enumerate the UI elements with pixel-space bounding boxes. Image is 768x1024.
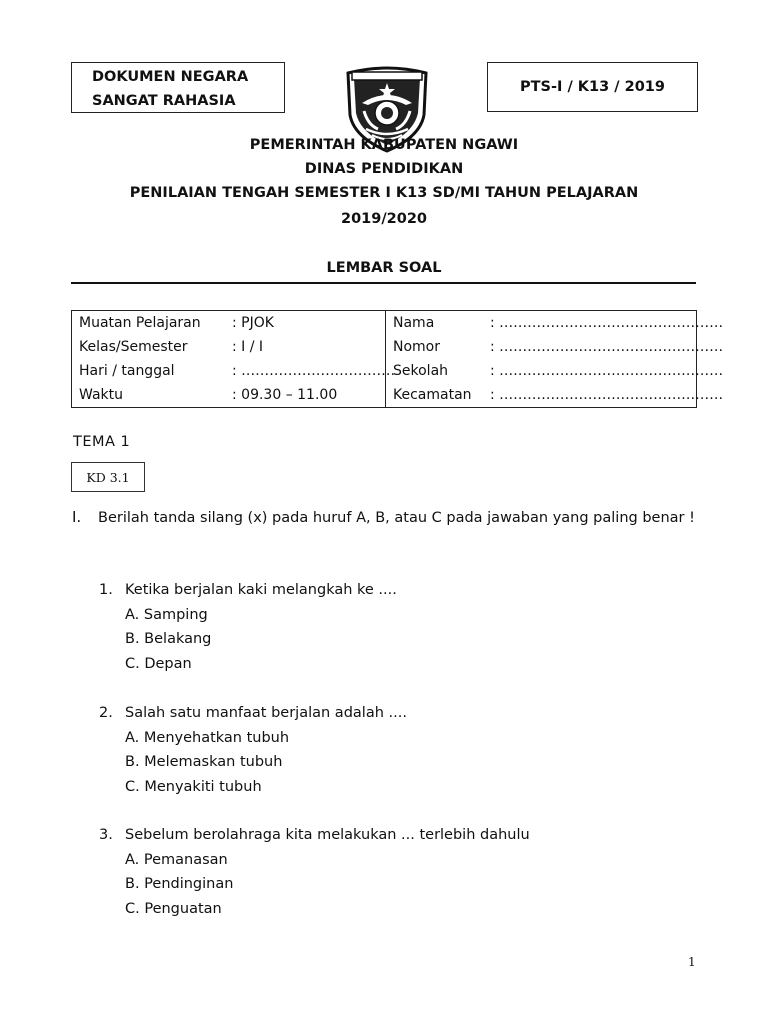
info-label: Sekolah xyxy=(393,363,449,379)
info-value: : ………………………………………… xyxy=(490,315,724,331)
info-row-school xyxy=(386,359,724,383)
question-3 xyxy=(99,823,530,921)
subject-info xyxy=(72,311,396,407)
option-a: A. Pemanasan xyxy=(125,851,228,868)
kd-box xyxy=(71,462,145,492)
option-b: B. Pendinginan xyxy=(125,876,234,892)
info-label: Waktu xyxy=(79,387,123,403)
info-row-subject xyxy=(72,311,385,335)
theme-heading: TEMA 1 xyxy=(73,434,131,450)
info-value: : I / I xyxy=(232,339,264,355)
info-row-number xyxy=(386,335,724,359)
info-label: Kecamatan xyxy=(393,387,472,403)
option-c: C. Depan xyxy=(125,655,192,672)
instruction-text: Berilah tanda silang (x) pada huruf A, B, atau C pada jawaban yang paling benar ! xyxy=(98,510,695,526)
exam-code: PTS-I / K13 / 2019 xyxy=(520,79,665,95)
question-1 xyxy=(99,578,397,676)
info-value: : ………………………………………… xyxy=(490,387,724,403)
info-label: Nama xyxy=(393,315,435,331)
info-label: Hari / tanggal xyxy=(79,363,175,379)
option-c: C. Menyakiti tubuh xyxy=(125,778,262,795)
option-a: A. Menyehatkan tubuh xyxy=(125,729,290,746)
info-label: Muatan Pelajaran xyxy=(79,315,201,331)
government-title: PEMERINTAH KABUPATEN NGAWI xyxy=(249,137,519,153)
info-label: Kelas/Semester xyxy=(79,339,188,355)
question-number: 3. xyxy=(99,827,113,843)
option-a: A. Samping xyxy=(125,606,208,623)
student-info xyxy=(386,311,724,407)
info-row-date xyxy=(72,359,396,383)
question-text: Ketika berjalan kaki melangkah ke .... xyxy=(125,582,397,598)
kd-label: KD 3.1 xyxy=(86,469,130,485)
info-value: : ………………………………………… xyxy=(490,339,724,355)
info-value: : PJOK xyxy=(232,315,274,331)
question-text: Sebelum berolahraga kita melakukan ... terlebih dahulu xyxy=(125,827,530,843)
classification-line-1: DOKUMEN NEGARA xyxy=(92,69,249,85)
info-row-class xyxy=(72,335,385,359)
question-number: 2. xyxy=(99,705,113,721)
info-row-district xyxy=(386,383,724,407)
department-title: DINAS PENDIDIKAN xyxy=(304,161,464,177)
option-c: C. Penguatan xyxy=(125,900,222,917)
classification-line-2: SANGAT RAHASIA xyxy=(92,93,236,109)
sheet-title: LEMBAR SOAL xyxy=(326,260,442,276)
info-row-time xyxy=(72,383,385,407)
academic-year: 2019/2020 xyxy=(340,211,427,227)
info-value: : 09.30 – 11.00 xyxy=(232,387,338,403)
info-value: : …………………………… xyxy=(232,363,396,379)
title-underline xyxy=(71,282,696,284)
classification-box xyxy=(71,62,285,113)
assessment-title: PENILAIAN TENGAH SEMESTER I K13 SD/MI TAHUN PELAJARAN xyxy=(129,185,639,201)
question-number: 1. xyxy=(99,582,113,598)
option-b: B. Belakang xyxy=(125,631,212,647)
question-2 xyxy=(99,701,407,799)
info-label: Nomor xyxy=(393,339,440,355)
identity-table xyxy=(71,310,724,408)
info-row-name xyxy=(386,311,724,335)
exam-code-box xyxy=(487,62,698,112)
question-text: Salah satu manfaat berjalan adalah .... xyxy=(125,705,407,721)
option-b: B. Melemaskan tubuh xyxy=(125,754,283,770)
section-number: I. xyxy=(72,508,82,526)
info-value: : ………………………………………… xyxy=(490,363,724,379)
page-number: 1 xyxy=(688,955,696,969)
